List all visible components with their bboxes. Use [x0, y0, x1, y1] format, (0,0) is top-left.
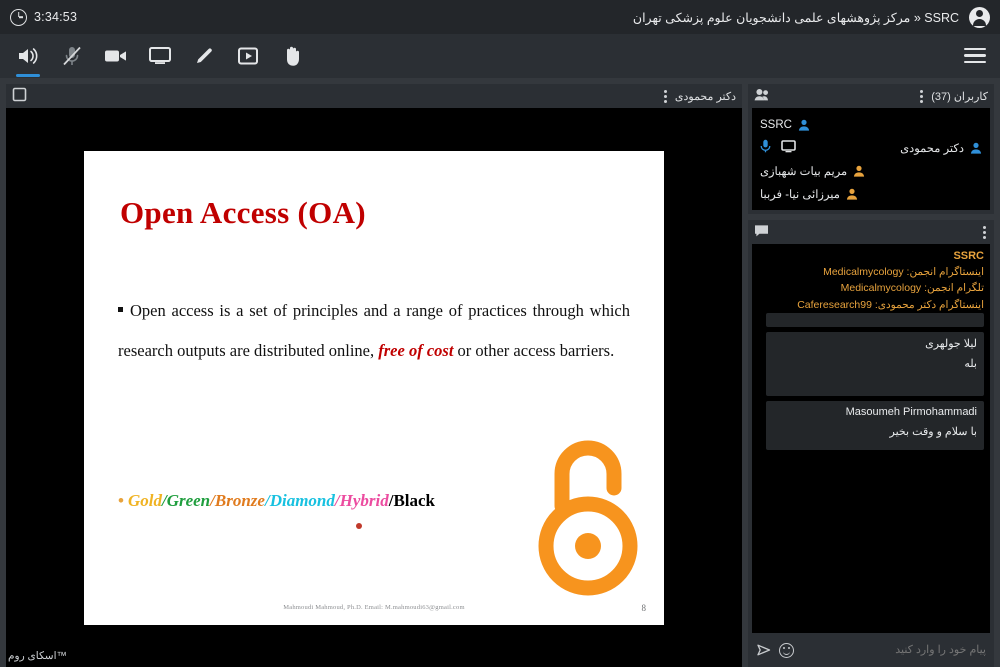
- microphone-icon[interactable]: [760, 139, 771, 156]
- chat-icon: [754, 224, 769, 241]
- pen-icon[interactable]: [190, 41, 218, 71]
- user-status-icons: [760, 139, 796, 156]
- chat-panel: [748, 220, 994, 667]
- slide-viewport[interactable]: [6, 108, 742, 667]
- list-item: [766, 332, 984, 396]
- route-separator-2: /: [210, 490, 215, 510]
- list-item[interactable]: [756, 182, 986, 205]
- system-message-line: اینستاگرام انجمن: Medicalmycology: [823, 266, 984, 278]
- top-bar: [0, 0, 1000, 34]
- route-diamond: Diamond: [269, 490, 335, 510]
- user-icon: [853, 165, 865, 177]
- users-icon: [754, 88, 770, 104]
- fullscreen-icon[interactable]: [12, 87, 27, 105]
- user-name: میرزائی نیا- فرببا: [760, 188, 840, 201]
- route-separator-3: /: [264, 490, 270, 510]
- message-group: [766, 313, 984, 450]
- user-avatar-icon[interactable]: [969, 7, 990, 28]
- toolbar: [0, 34, 1000, 78]
- session-time: 3:34:53: [34, 10, 78, 24]
- bullet-highlight: free of cost: [378, 340, 454, 360]
- user-icon: [846, 188, 858, 200]
- bullet-text-part1: Open access is a set of principles and a range of practices through which research outputs are distributed online,: [118, 300, 630, 360]
- users-panel: [748, 84, 994, 214]
- sidebar: [748, 84, 994, 667]
- presentation-stage: [6, 84, 742, 667]
- tool-group: [14, 41, 306, 71]
- users-panel-title: کاربران (37): [931, 90, 988, 103]
- route-green: Green: [166, 490, 211, 510]
- chat-messages[interactable]: [752, 244, 990, 633]
- room-info: [633, 7, 990, 28]
- list-item[interactable]: [756, 159, 986, 182]
- route-gold: Gold: [127, 490, 162, 510]
- kebab-menu-icon[interactable]: [662, 88, 669, 105]
- user-name: مریم بیات شهبازی: [760, 165, 848, 178]
- route-bronze: Bronze: [214, 490, 265, 510]
- users-panel-title-area: [918, 88, 988, 105]
- route-separator-1: /: [161, 490, 167, 510]
- laser-pointer-icon: [356, 523, 364, 533]
- message-text: بله: [964, 357, 977, 370]
- stage-presenter: [662, 88, 736, 105]
- room-title: SSRC « مرکز پژوهشهای علمی دانشجویان علوم پزشکی تهران: [632, 10, 959, 25]
- users-list: [752, 108, 990, 210]
- camera-icon[interactable]: [102, 41, 130, 71]
- hand-raise-icon[interactable]: [278, 41, 306, 71]
- hamburger-menu-icon[interactable]: [964, 48, 986, 64]
- main-area: [0, 78, 1000, 667]
- user-name: دکتر محمودی: [900, 142, 964, 155]
- route-hybrid: Hybrid: [339, 490, 389, 510]
- system-message-line: اینستاگرام دکتر محمودی: Caferesearch99: [797, 298, 984, 311]
- open-access-padlock-icon: [528, 428, 648, 603]
- bullet-text-part2: or other access barriers.: [453, 340, 615, 360]
- slide-bullet: [118, 291, 630, 372]
- system-message-author: SSRC: [953, 250, 984, 262]
- brand-label: اسکای روم™: [8, 650, 67, 662]
- system-message: [758, 250, 984, 313]
- route-separator-5: /: [388, 490, 394, 510]
- microphone-muted-icon[interactable]: [58, 41, 86, 71]
- screen-share-icon[interactable]: [146, 41, 174, 71]
- kebab-menu-icon[interactable]: [981, 224, 988, 241]
- audio-icon[interactable]: [14, 41, 42, 71]
- slide-footer-note: Mahmoudi Mahmoud, Ph.D. Email: M.mahmoudi63@gmail.com: [283, 603, 465, 611]
- message-author: Masoumeh Pirmohammadi: [845, 405, 977, 418]
- message-text: با سلام و وقت بخیر: [889, 425, 977, 438]
- play-video-icon[interactable]: [234, 41, 262, 71]
- system-message-line: تلگرام انجمن: Medicalmycology: [840, 282, 984, 295]
- stage-header: [6, 84, 742, 108]
- screen-share-icon[interactable]: [781, 140, 796, 156]
- route-bullet-marker: •: [118, 490, 124, 510]
- clock-icon: [10, 9, 27, 26]
- kebab-menu-icon[interactable]: [918, 88, 925, 105]
- chat-panel-header: [748, 220, 994, 244]
- user-name: SSRC: [760, 118, 792, 131]
- list-item: [766, 313, 984, 327]
- slide-oa-routes: [118, 491, 435, 511]
- slide-title: Open Access (OA): [120, 194, 366, 230]
- users-panel-header: [748, 84, 994, 108]
- message-author: لیلا جولهری: [925, 337, 977, 350]
- list-item: [766, 401, 984, 450]
- footer: [0, 645, 1000, 667]
- list-item[interactable]: [756, 136, 986, 159]
- user-icon: [970, 142, 982, 154]
- slide-page-number: 8: [641, 602, 646, 613]
- user-icon: [798, 119, 810, 131]
- slide: [84, 151, 664, 625]
- clock-area: [10, 9, 77, 26]
- presenter-name: دکتر محمودی: [674, 90, 736, 103]
- list-item[interactable]: [756, 113, 986, 136]
- bullet-marker: [118, 307, 123, 312]
- route-black: Black: [393, 490, 436, 510]
- route-separator-4: /: [334, 490, 340, 510]
